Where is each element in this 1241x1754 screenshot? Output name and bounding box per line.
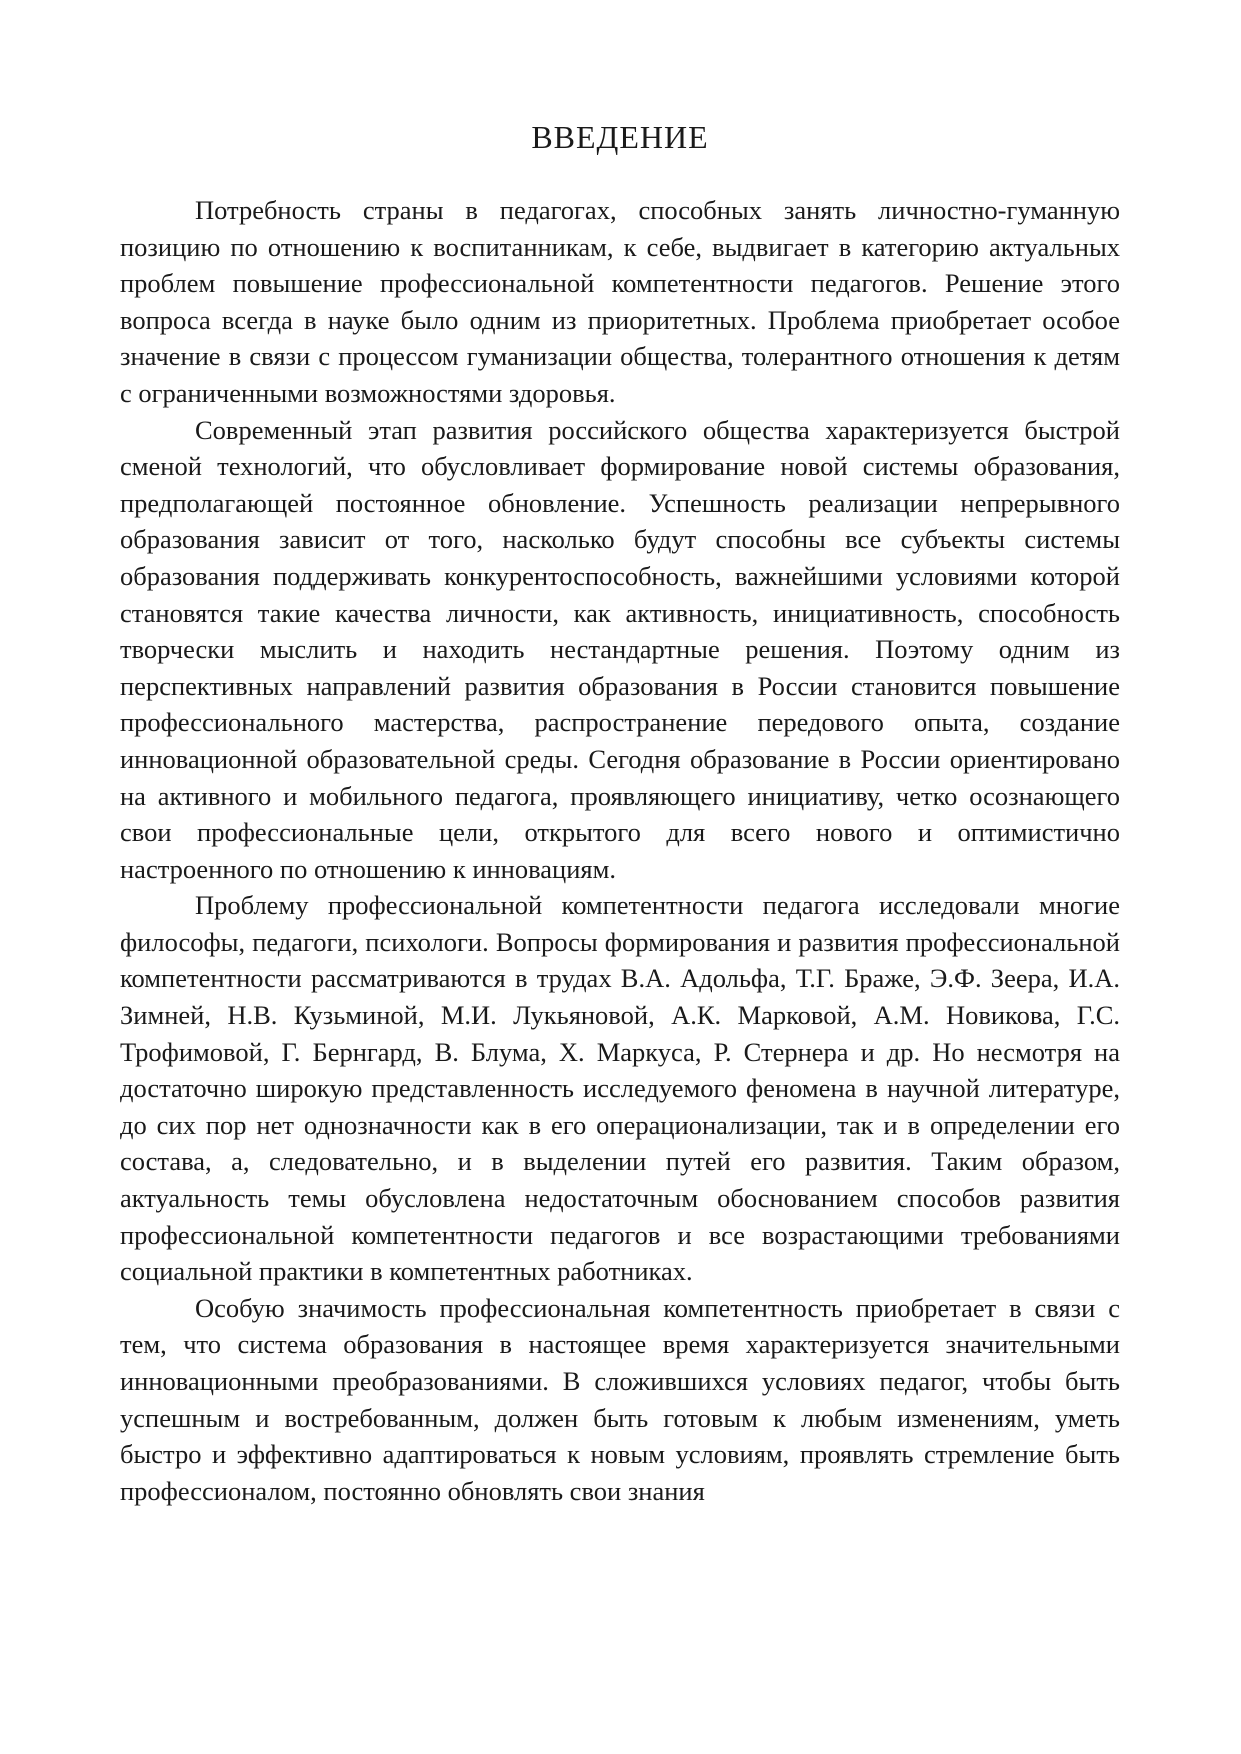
paragraph-4: Особую значимость профессиональная компетентность приобретает в связи с тем, что система образования в настоящее время характеризуется значительными инновационными преобразованиями. В сложившихся условиях педагог, чтобы быть успешным и востребованным, должен быть готовым к любым изменениям, уметь быстро и эффективно адаптироваться к новым условиям, проявлять стремление быть профессионалом, постоянно обновлять свои знания [120, 1292, 1120, 1506]
paragraph-3: Проблему профессиональной компетентности педагога исследовали многие философы, педагоги, психологи. Вопросы формирования и развития профессиональной компетентности рассматриваются в трудах В.А. Адольфа, Т.Г. Браже, Э.Ф. Зеера, И.А. Зимней, Н.В. Кузьминой, М.И. Лукьяновой, А.К. Марковой, А.М. Новикова, Г.С. Трофимовой, Г. Бернгард, В. Блума, Х. Маркуса, Р. Стернера и др. Но несмотря на достаточно широкую представленность исследуемого феномена в научной литературе, до сих пор нет однозначности как в его операционализации, так и в определении его состава, а, следовательно, и в выделении путей его развития. Таким образом, актуальность темы обусловлена недостаточным обоснованием способов развития профессиональной компетентности педагогов и все возрастающими требованиями социальной практики в компетентных работниках. [120, 890, 1120, 1287]
page-title: ВВЕДЕНИЕ [531, 119, 709, 155]
paragraph-2: Современный этап развития российского общества характеризуется быстрой сменой технологий, что обусловливает формирование новой системы образования, предполагающей постоянное обновление. Успешность реализации непрерывного образования зависит от того, насколько будут способны все субъекты системы образования поддерживать конкурентоспособность, важнейшими условиями которой становятся такие качества личности, как активность, инициативность, способность творчески мыслить и находить нестандартные решения. Поэтому одним из перспективных направлений развития образования в России становится повышение профессионального мастерства, распространение передового опыта, создание инновационной образовательной среды. Сегодня образование в России ориентировано на активного и мобильного педагога, проявляющего инициативу, четко осознающего свои профессиональные цели, открытого для всего нового и оптимистично настроенного по отношению к инновациям. [120, 414, 1120, 884]
paragraph-1: Потребность страны в педагогах, способных занять личностно-гуманную позицию по отношению к воспитанникам, к себе, выдвигает в категорию актуальных проблем повышение профессиональной компетентности педагогов. Решение этого вопроса всегда в науке было одним из приоритетных. Проблема приобретает особое значение в связи с процессом гуманизации общества, толерантного отношения к детям с ограниченными возможностями здоровья. [120, 195, 1120, 408]
document-page [120, 118, 1120, 1509]
